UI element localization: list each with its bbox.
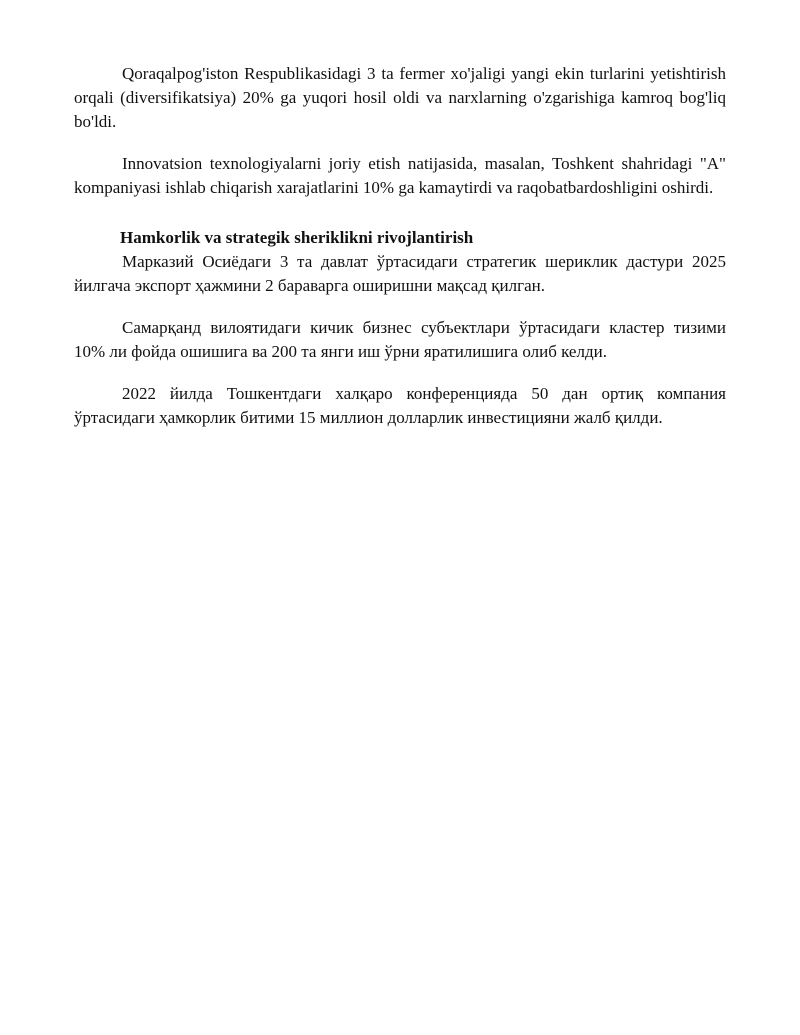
paragraph-strategic-partnership: Марказий Осиёдаги 3 та давлат ўртасидаги стратегик шериклик дастури 2025 йилгача экспорт ҳажмини 2 бараварга оширишни мақсад қилган. — [74, 252, 726, 295]
paragraph-diversification: Qoraqalpog'iston Respublikasidagi 3 ta fermer xo'jaligi yangi ekin turlarini yetishtirish orqali (diversifikatsiya) 20% ga yuqori hosil oldi va narxlarning o'zgarishiga kamroq bog'liq bo'ldi. — [74, 64, 726, 131]
paragraph-innovation: Innovatsion texnologiyalarni joriy etish natijasida, masalan, Toshkent shahridagi "A" kompaniyasi ishlab chiqarish xarajatlarini 10% ga kamaytirdi va raqobatbardoshligini oshirdi. — [74, 154, 726, 197]
paragraph-conference: 2022 йилда Тошкентдаги халқаро конференцияда 50 дан ортиқ компания ўртасидаги ҳамкорлик битими 15 миллион долларлик инвестицияни жалб қилди. — [74, 384, 726, 427]
paragraph-cluster-system: Самарқанд вилоятидаги кичик бизнес субъектлари ўртасидаги кластер тизими 10% ли фойда ошишига ва 200 та янги иш ўрни яратилишига олиб келди. — [74, 318, 726, 361]
section-heading: Hamkorlik va strategik sheriklikni rivojlantirish — [120, 228, 474, 247]
document-body — [74, 62, 726, 430]
